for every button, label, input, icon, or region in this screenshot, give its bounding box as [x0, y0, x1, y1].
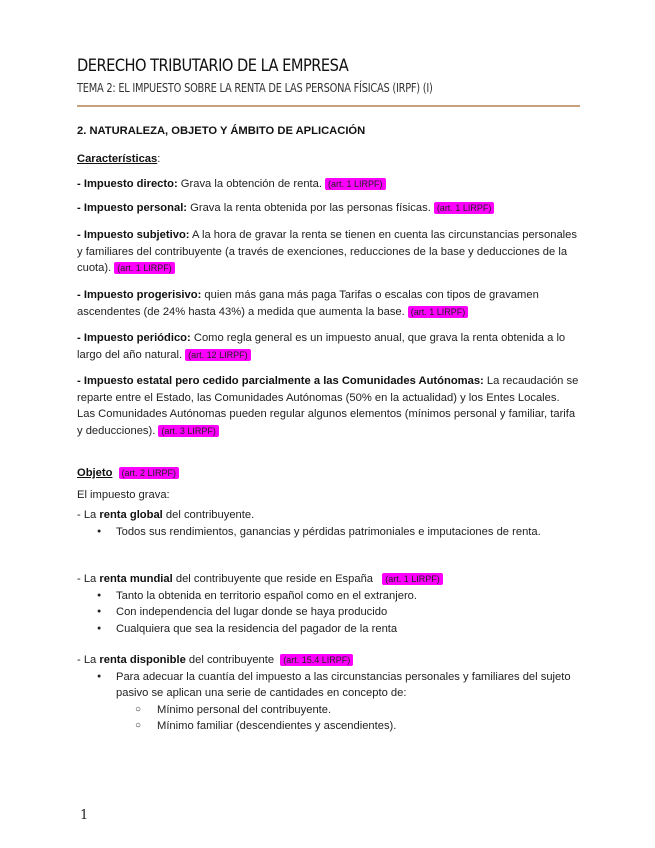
bullet-item: ● Con independencia del lugar donde se haya producido	[77, 604, 580, 621]
char-text: A la hora de gravar la renta se tienen en cuenta las circunstancias personales y familiares del contribuyente (a través de exenciones, reducciones de la base y deducciones de la cuota).	[77, 229, 577, 274]
renta-global-line	[77, 507, 580, 524]
char-label: - Impuesto progerisivo:	[77, 289, 202, 301]
article-tag: (art. 3 LIRPF)	[158, 425, 219, 437]
char-item-personal	[77, 200, 580, 217]
article-tag: (art. 2 LIRPF)	[119, 467, 180, 479]
objeto-heading-text: Objeto	[77, 467, 113, 479]
line-prefix: - La	[77, 654, 100, 666]
article-tag: (art. 15.4 LIRPF)	[280, 654, 353, 666]
renta-mundial-bullets	[77, 588, 580, 638]
char-label: - Impuesto personal:	[77, 202, 188, 214]
char-text: Grava la obtención de renta.	[177, 178, 322, 190]
caracteristicas-heading-text: Características	[77, 153, 158, 165]
article-tag: (art. 1 LIRPF)	[408, 306, 469, 318]
renta-mundial-block	[77, 571, 580, 637]
bullet-item: ● Cualquiera que sea la residencia del pagador de la renta	[77, 621, 580, 638]
article-tag: (art. 1 LIRPF)	[114, 262, 175, 274]
bullet-item: ● Para adecuar la cuantía del impuesto a las circunstancias personales y familiares del sujeto pasivo se aplican una serie de cantidades en concepto de:	[77, 669, 580, 702]
char-label: - Impuesto directo:	[77, 178, 178, 190]
objeto-heading	[77, 465, 580, 482]
char-item-subjetivo	[77, 227, 580, 277]
char-item-periodico	[77, 330, 580, 363]
renta-disponible-line	[77, 652, 580, 669]
char-item-estatal	[77, 373, 580, 439]
sub-bullet-item: ○ Mínimo personal del contribuyente.	[77, 702, 580, 719]
char-text: quien más gana más paga Tarifas o escalas con tipos de gravamen ascendentes (de 24% hasta 43%) a medida que aumenta la base.	[77, 289, 539, 318]
renta-global-block	[77, 507, 580, 540]
char-item-directo	[77, 176, 580, 193]
section-heading: 2. NATURALEZA, OBJETO Y ÁMBITO DE APLICACIÓN	[77, 125, 366, 137]
renta-disponible-term: renta disponible	[99, 654, 186, 666]
renta-global-term: renta global	[99, 509, 163, 521]
caracteristicas-heading-colon: :	[157, 153, 161, 165]
line-prefix: - La	[77, 509, 100, 521]
article-tag: (art. 12 LIRPF)	[185, 349, 251, 361]
char-text: Como regla general es un impuesto anual, que grava la renta obtenida a lo largo del año natural.	[77, 332, 566, 361]
char-text: Grava la renta obtenida por las personas físicas.	[187, 202, 431, 214]
char-item-progresivo	[77, 287, 580, 320]
page-number: 1	[80, 808, 89, 823]
renta-mundial-line	[77, 571, 580, 588]
renta-disponible-block	[77, 652, 580, 735]
line-suffix: del contribuyente.	[162, 509, 255, 521]
bullet-item: ● Todos sus rendimientos, ganancias y pérdidas patrimoniales e imputaciones de renta.	[77, 524, 580, 541]
char-label: - Impuesto subjetivo:	[77, 229, 190, 241]
article-tag: (art. 1 LIRPF)	[382, 573, 443, 585]
renta-disponible-subbullets	[77, 702, 580, 735]
sub-bullet-item: ○ Mínimo familiar (descendientes y ascendientes).	[77, 718, 580, 735]
renta-mundial-term: renta mundial	[99, 573, 173, 585]
line-suffix: del contribuyente	[185, 654, 275, 666]
objeto-intro: El impuesto grava:	[77, 489, 170, 501]
char-text: La recaudación se reparte entre el Estado, las Comunidades Autónomas (50% en la actualidad) y los Entes Locales. Las Comunidades Autónomas pueden regular algunos elementos (mínimos personal y familiar, tarifa y deducciones).	[77, 375, 579, 437]
line-suffix: del contribuyente que reside en España	[172, 573, 374, 585]
header-divider	[77, 105, 580, 107]
document-subtitle: TEMA 2: EL IMPUESTO SOBRE LA RENTA DE LAS PERSONA FÍSICAS (IRPF) (I)	[77, 81, 433, 95]
document-title: DERECHO TRIBUTARIO DE LA EMPRESA	[77, 56, 349, 76]
char-label: - Impuesto periódico:	[77, 332, 191, 344]
caracteristicas-heading	[77, 151, 580, 168]
article-tag: (art. 1 LIRPF)	[434, 202, 495, 214]
bullet-item: ● Tanto la obtenida en territorio español como en el extranjero.	[77, 588, 580, 605]
renta-global-bullets	[77, 524, 580, 541]
line-prefix: - La	[77, 573, 100, 585]
article-tag: (art. 1 LIRPF)	[325, 178, 386, 190]
char-label: - Impuesto estatal pero cedido parcialmente a las Comunidades Autónomas:	[77, 375, 484, 387]
renta-disponible-bullets	[77, 669, 580, 702]
